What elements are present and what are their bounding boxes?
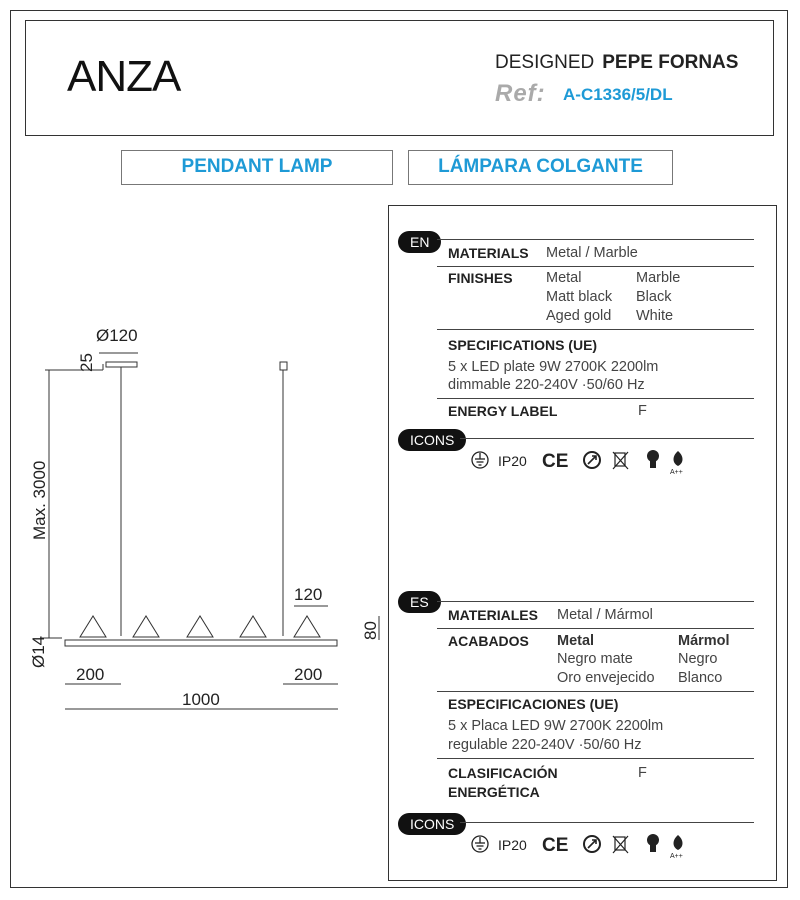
designed-label: DESIGNED — [495, 52, 595, 73]
energy-class-label: A++ — [670, 469, 683, 476]
divider — [437, 628, 754, 629]
shade-1 — [80, 616, 106, 637]
energy-label: ENERGÉTICA — [448, 784, 540, 800]
finish-value: Negro — [678, 651, 718, 667]
energy-value: F — [638, 765, 647, 781]
specifications-line: 5 x LED plate 9W 2700K 2200lm — [448, 359, 659, 375]
specifications-line: regulable 220-240V ·50/60 Hz — [448, 737, 642, 753]
certification-icons-es — [470, 832, 695, 865]
weee-bin-icon — [613, 452, 628, 469]
canopy — [106, 362, 137, 367]
weee-bin-icon — [613, 836, 628, 853]
divider — [437, 239, 754, 240]
top-box-label: 120 — [294, 585, 323, 604]
divider — [460, 822, 754, 823]
bar-diameter-label: Ø14 — [29, 635, 48, 668]
icons-row — [470, 832, 695, 860]
shade-3 — [187, 616, 213, 637]
certification-icons-en — [470, 448, 695, 481]
finish-value: Matt black — [546, 289, 613, 305]
left-offset-label: 200 — [76, 665, 105, 684]
lang-pill-es: ES — [398, 591, 441, 613]
finish-marble-head: Marble — [636, 270, 681, 286]
divider — [437, 758, 754, 759]
specifications-line: 5 x Placa LED 9W 2700K 2200lm — [448, 718, 664, 734]
technical-drawing — [0, 0, 388, 720]
energy-class-label: A++ — [670, 853, 683, 860]
ip20-icon: IP20 — [498, 453, 527, 469]
finish-metal-head: Metal — [557, 633, 595, 649]
finish-metal-head: Metal — [546, 270, 582, 286]
icons-pill-es: ICONS — [398, 813, 466, 835]
finish-value: Black — [636, 289, 672, 305]
shade-5 — [294, 616, 320, 637]
product-type-es: LÁMPARA COLGANTE — [408, 150, 673, 185]
max-length-label: Max. 3000 — [30, 460, 49, 540]
divider — [460, 438, 754, 439]
divider — [437, 691, 754, 692]
icons-row — [470, 448, 695, 476]
specifications-label: ESPECIFICACIONES (UE) — [448, 696, 619, 712]
divider — [437, 266, 754, 267]
energy-label: ENERGY LABEL — [448, 403, 558, 419]
canopy-diameter-label: Ø120 — [96, 326, 138, 345]
ce-mark-icon: CE — [542, 835, 569, 856]
divider — [437, 398, 754, 399]
specifications-label: SPECIFICATIONS (UE) — [448, 337, 598, 353]
shade-2 — [133, 616, 159, 637]
materials-label: MATERIALES — [448, 607, 538, 623]
ref-code: A-C1336/5/DL — [563, 85, 673, 104]
height-label: 80 — [361, 621, 380, 640]
finish-value: Blanco — [678, 670, 723, 686]
energy-label: CLASIFICACIÓN — [448, 765, 558, 781]
icons-pill-en: ICONS — [398, 429, 466, 451]
ce-mark-icon: CE — [542, 451, 569, 472]
designer-name: PEPE FORNAS — [602, 52, 739, 73]
lamp-bar — [65, 640, 337, 646]
spec-panel — [388, 205, 777, 881]
right-offset-label: 200 — [294, 665, 323, 684]
finish-value: White — [636, 308, 674, 324]
ref-label: Ref: — [495, 80, 546, 107]
top-connector-right — [280, 362, 287, 370]
divider — [437, 601, 754, 602]
energy-leaf-icon — [674, 835, 683, 850]
finish-value: Negro mate — [557, 651, 633, 667]
canopy-height-label: 25 — [77, 353, 96, 372]
materials-label: MATERIALS — [448, 245, 529, 261]
designer-line — [495, 52, 738, 74]
energy-leaf-icon — [674, 451, 683, 466]
ip20-icon: IP20 — [498, 837, 527, 853]
materials-value: Metal / Mármol — [557, 607, 653, 623]
led-bulb-icon — [647, 834, 659, 852]
specifications-line: dimmable 220-240V ·50/60 Hz — [448, 377, 645, 393]
materials-value: Metal / Marble — [546, 245, 638, 261]
finishes-label: ACABADOS — [448, 633, 529, 649]
lang-pill-en: EN — [398, 231, 441, 253]
product-name: ANZA — [67, 52, 181, 101]
finishes-label: FINISHES — [448, 270, 513, 286]
energy-value: F — [638, 403, 647, 419]
finish-value: Aged gold — [546, 308, 612, 324]
finish-marble-head: Mármol — [678, 633, 730, 649]
product-type-en: PENDANT LAMP — [121, 150, 393, 185]
led-bulb-icon — [647, 450, 659, 468]
finish-value: Oro envejecido — [557, 670, 655, 686]
divider — [437, 329, 754, 330]
shade-4 — [240, 616, 266, 637]
total-length-label: 1000 — [182, 690, 220, 709]
